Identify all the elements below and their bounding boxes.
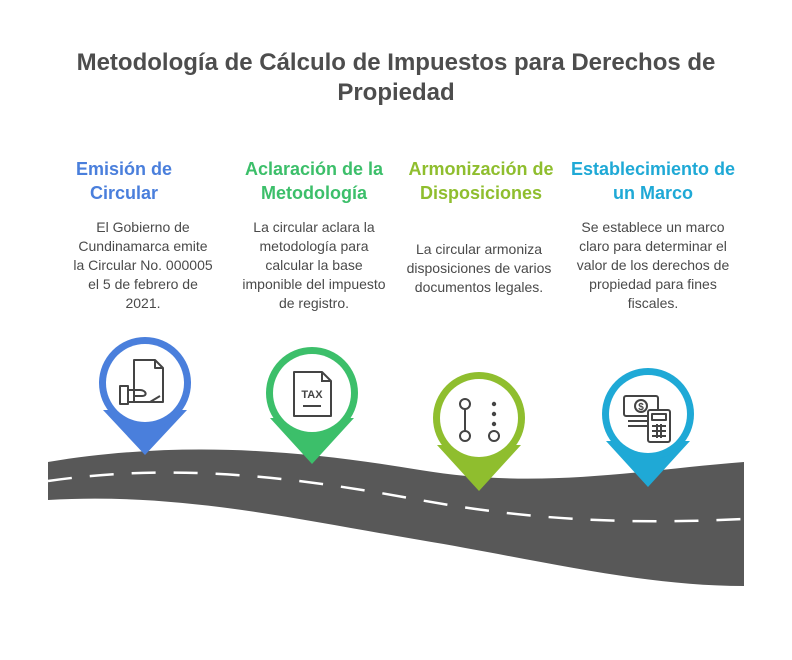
page-title: Metodología de Cálculo de Impuestos para Derechos de Propiedad [76,49,716,106]
step-3-description: La circular armoniza disposiciones de varios documentos legales. [406,241,552,295]
tax-label: TAX [301,389,323,401]
step-1-description: El Gobierno de Cundinamarca emite la Circular No. 000005 el 5 de febrero de 2021. [73,219,213,311]
step-2-title: Aclaración de la Metodología [244,159,384,203]
step-4-title: Establecimiento de un Marco [570,159,736,203]
step-1-pin [99,337,191,455]
step-2-description: La circular aclara la metodología para calcular la base imponible del impuesto de registro. [242,219,386,311]
step-3-title: Armonización de Disposiciones [408,159,554,203]
step-4-description: Se establece un marco claro para determinar el valor de los derechos de propiedad para fines fiscales. [576,219,730,311]
step-3-pin [433,372,525,491]
step-2-pin [266,347,358,464]
dollar-sign: $ [638,402,644,413]
step-1-title: Emisión de Circular [75,159,173,203]
